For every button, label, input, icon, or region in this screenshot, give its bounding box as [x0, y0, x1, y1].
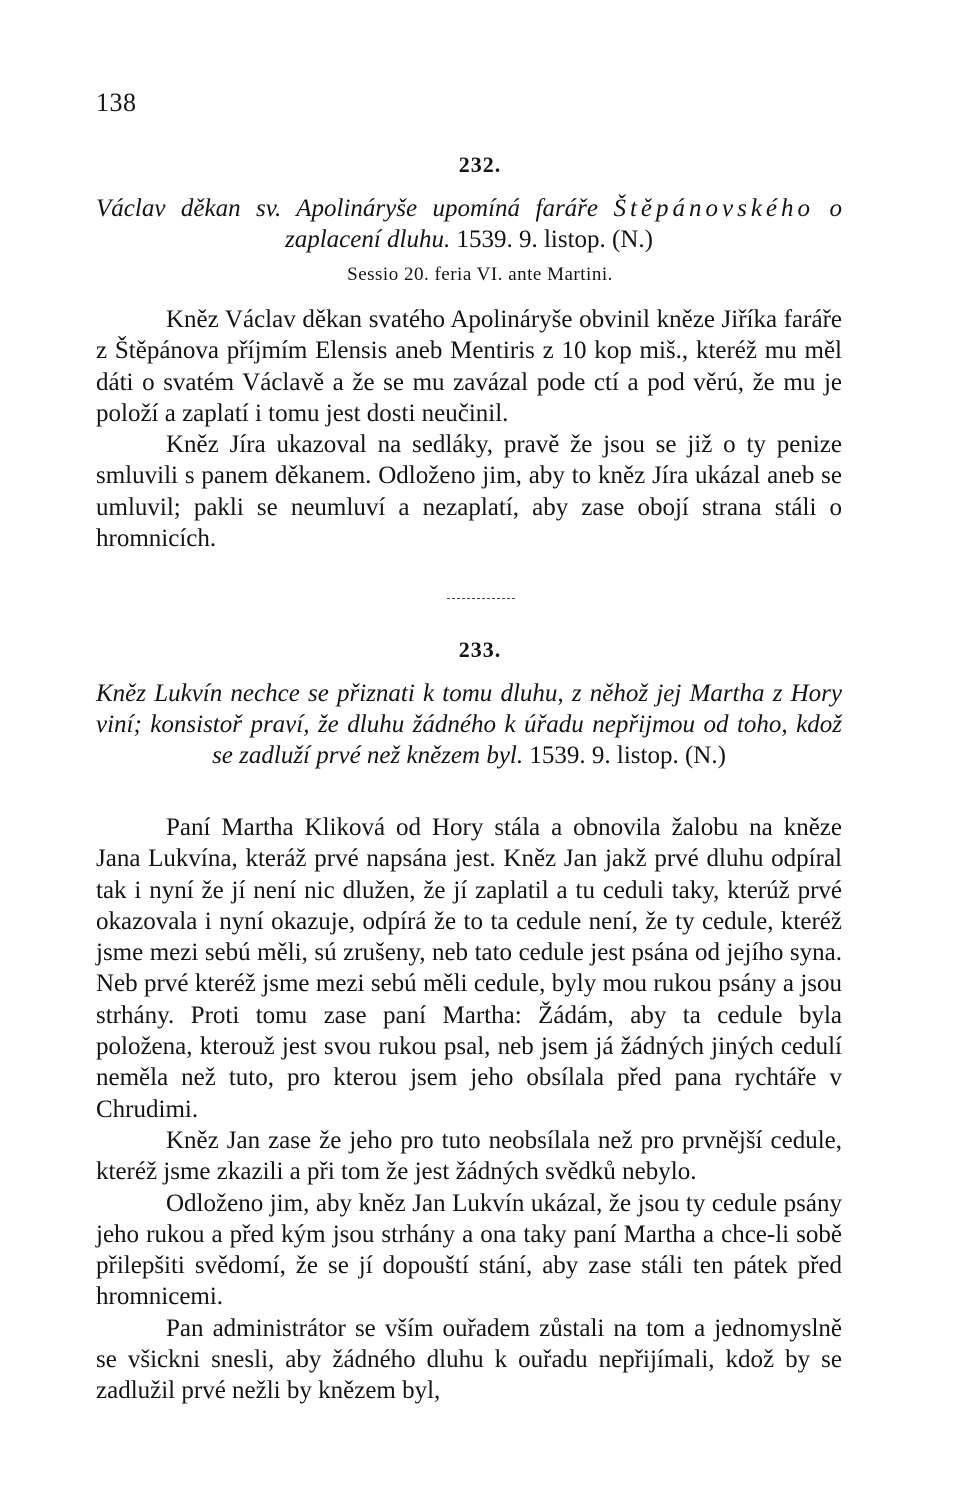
heading-text: o zaplacení dluhu.: [284, 195, 842, 253]
entry-number-233: 233.: [458, 637, 502, 662]
heading-place: Štěpánovského: [613, 195, 815, 222]
paragraph: Kněz Jíra ukazoval na sedláky, pravě že jsou se již o ty penize smluvili s panem děkanem. Odloženo jim, aby to kněz Jíra ukázal aneb se umluvil; pakli se neumluví a nezaplatí, aby zase obojí strana stáli o hromnicích.: [96, 431, 842, 553]
page-number: 138: [96, 88, 137, 117]
entry-body-232: [96, 304, 842, 554]
heading-text: Václav děkan sv. Apolináryše upomíná faráře: [96, 195, 614, 222]
entry-number-232: 232.: [458, 152, 502, 177]
entry-body-233: [96, 812, 842, 1407]
entry-heading-232: [96, 193, 842, 255]
paragraph: Kněz Václav děkan svatého Apolináryše obvinil kněze Jiříka faráře z Štěpánova příjmím Elensis aneb Mentiris z 10 kop miš., kteréž mu měl dáti o svatém Václavě a že se mu zavázal pode ctí a pod věrú, že mu je položí a zaplatí i tomu jest dosti neučinil.: [96, 306, 842, 427]
paragraph: Pan administrátor se vším ouřadem zůstali na tom a jednomyslně se všickni snesli, aby žádného dluhu k ouřadu nepřijímali, kdož by se zadlužil prvé nežli by knězem byl,: [96, 1314, 842, 1405]
heading-date: 1539. 9. listop. (N.): [529, 742, 726, 769]
paragraph: Odloženo jim, aby kněz Jan Lukvín ukázal, že jsou ty cedule psány jeho rukou a před kým jsou strhány a ona taky paní Martha a chce-li sobě přilepšiti svědomí, že se jí dopouští stání, aby zase stáli ten pátek před hromnicemi.: [96, 1189, 842, 1311]
session-line: Sessio 20. feria VI. ante Martini.: [347, 264, 613, 285]
entry-heading-233: [96, 678, 842, 771]
paragraph: Paní Martha Kliková od Hory stála a obnovila žalobu na kněze Jana Lukvína, kteráž prvé napsána jest. Kněz Jan jakž prvé dluhu odpíral tak i nyní že jí není nic dlužen, že jí zaplatil a tu ceduli taky, kterúž prvé okazovala i nyní okazuje, odpírá že to ta cedule není, že ty cedule, kteréž jsme mezi sebú měli, sú zrušeny, neb tato cedule jest psána od jejího syna. Neb prvé kteréž jsme mezi sebú měli cedule, byly mou rukou psány a jsou strhány. Proti tomu zase paní Martha: Žádám, aby ta cedule byla položena, kterouž jest svou rukou psal, neb jsem já žádných jiných cedulí neměla než tuto, pro kterou jsem jeho obsílala před pana rychtáře v Chrudimi.: [96, 814, 842, 1123]
section-divider: [447, 598, 515, 599]
paragraph: Kněz Jan zase že jeho pro tuto neobsílala než pro prvnější cedule, kteréž jsme zkazili a při tom že jest žádných svědků nebylo.: [96, 1126, 842, 1186]
heading-text: Kněz Lukvín nechce se přiznati k tomu dluhu, z něhož jej Martha z Hory viní; konsistoř praví, že dluhu žádného k úřadu nepřijmou od toho, kdož se zadluží prvé než knězem byl.: [96, 680, 842, 769]
heading-date: 1539. 9. listop. (N.): [456, 226, 654, 253]
